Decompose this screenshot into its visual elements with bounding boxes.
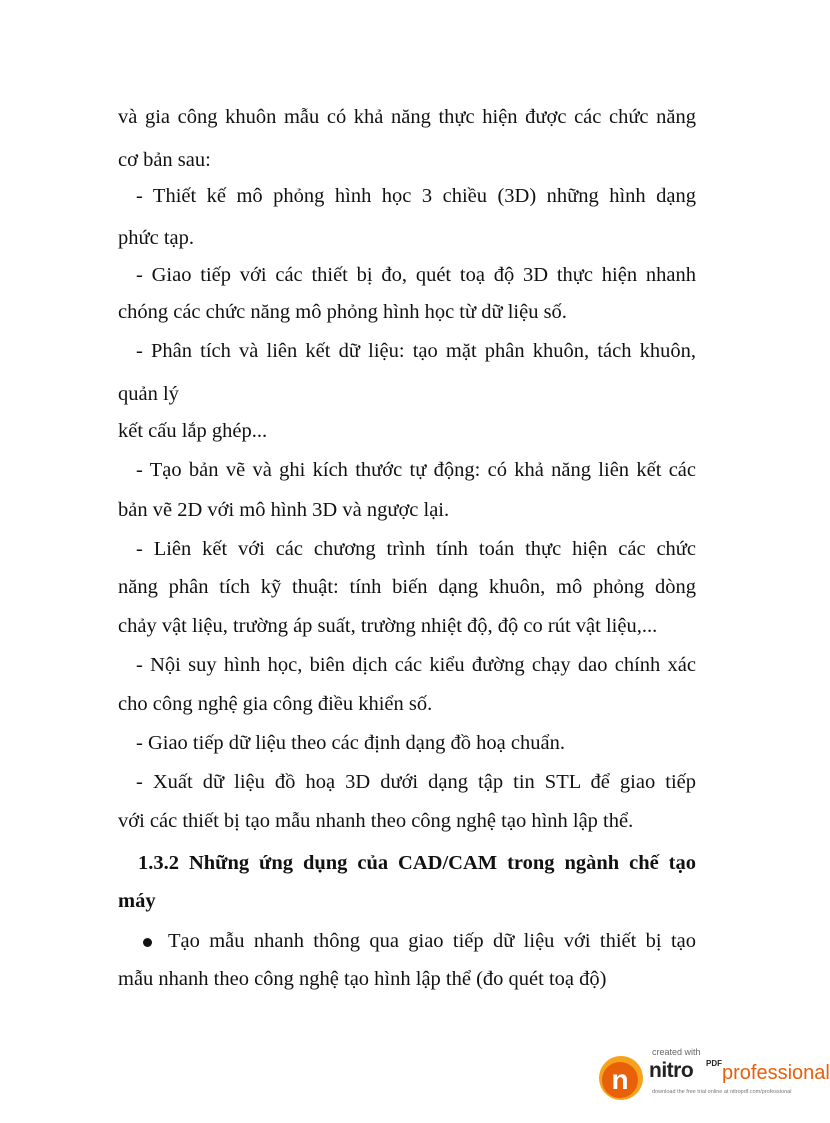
list-item: - Giao tiếp dữ liệu theo các định dạng đồ hoạ chuẩn. <box>136 732 565 754</box>
list-item: - Thiết kế mô phỏng hình học 3 chiều (3D) những hình dạng <box>136 185 696 207</box>
badge-tagline: download the free trial online at nitropdf.com/professional <box>652 1089 792 1095</box>
badge-professional-text: professional <box>722 1062 830 1084</box>
list-item: - Nội suy hình học, biên dịch các kiểu đường chạy dao chính xác <box>136 654 696 676</box>
paragraph-line: bản vẽ 2D với mô hình 3D và ngược lại. <box>118 499 450 521</box>
paragraph-line: mẫu nhanh theo công nghệ tạo hình lập thể (đo quét toạ độ) <box>118 968 607 990</box>
paragraph-line: quản lý <box>118 383 179 405</box>
section-heading-continuation: máy <box>118 890 156 912</box>
section-heading: 1.3.2 Những ứng dụng của CAD/CAM trong ngành chế tạo <box>138 852 696 874</box>
list-item: - Phân tích và liên kết dữ liệu: tạo mặt phân khuôn, tách khuôn, <box>136 340 696 362</box>
paragraph-line: phức tạp. <box>118 227 195 249</box>
list-item: - Xuất dữ liệu đồ hoạ 3D dưới dạng tập tin STL để giao tiếp <box>136 771 696 793</box>
list-item: - Tạo bản vẽ và ghi kích thước tự động: có khả năng liên kết các <box>136 459 696 481</box>
badge-pdf-text: PDF <box>706 1059 722 1068</box>
paragraph-line: kết cấu lắp ghép... <box>118 420 268 442</box>
badge-created-text: created with <box>652 1047 701 1057</box>
bullet-item: Tạo mẫu nhanh thông qua giao tiếp dữ liệu với thiết bị tạo <box>168 930 696 952</box>
nitro-pdf-badge <box>596 1045 830 1105</box>
list-item: - Giao tiếp với các thiết bị đo, quét toạ độ 3D thực hiện nhanh <box>136 264 696 286</box>
bullet-icon <box>143 938 152 947</box>
paragraph-line: cho công nghệ gia công điều khiển số. <box>118 693 433 715</box>
list-item: - Liên kết với các chương trình tính toán thực hiện các chức <box>136 538 696 560</box>
paragraph-line: chóng các chức năng mô phỏng hình học từ dữ liệu số. <box>118 301 567 323</box>
paragraph-line: chảy vật liệu, trường áp suất, trường nhiệt độ, độ co rút vật liệu,... <box>118 615 658 637</box>
paragraph-line: năng phân tích kỹ thuật: tính biến dạng khuôn, mô phỏng dòng <box>118 576 696 598</box>
svg-text:n: n <box>611 1064 629 1095</box>
badge-nitro-text: nitro <box>649 1059 694 1082</box>
nitro-logo-icon <box>596 1053 646 1103</box>
paragraph-line: cơ bản sau: <box>118 149 211 171</box>
paragraph-line: và gia công khuôn mẫu có khả năng thực hiện được các chức năng <box>118 106 696 128</box>
paragraph-line: với các thiết bị tạo mẫu nhanh theo công nghệ tạo hình lập thể. <box>118 810 634 832</box>
